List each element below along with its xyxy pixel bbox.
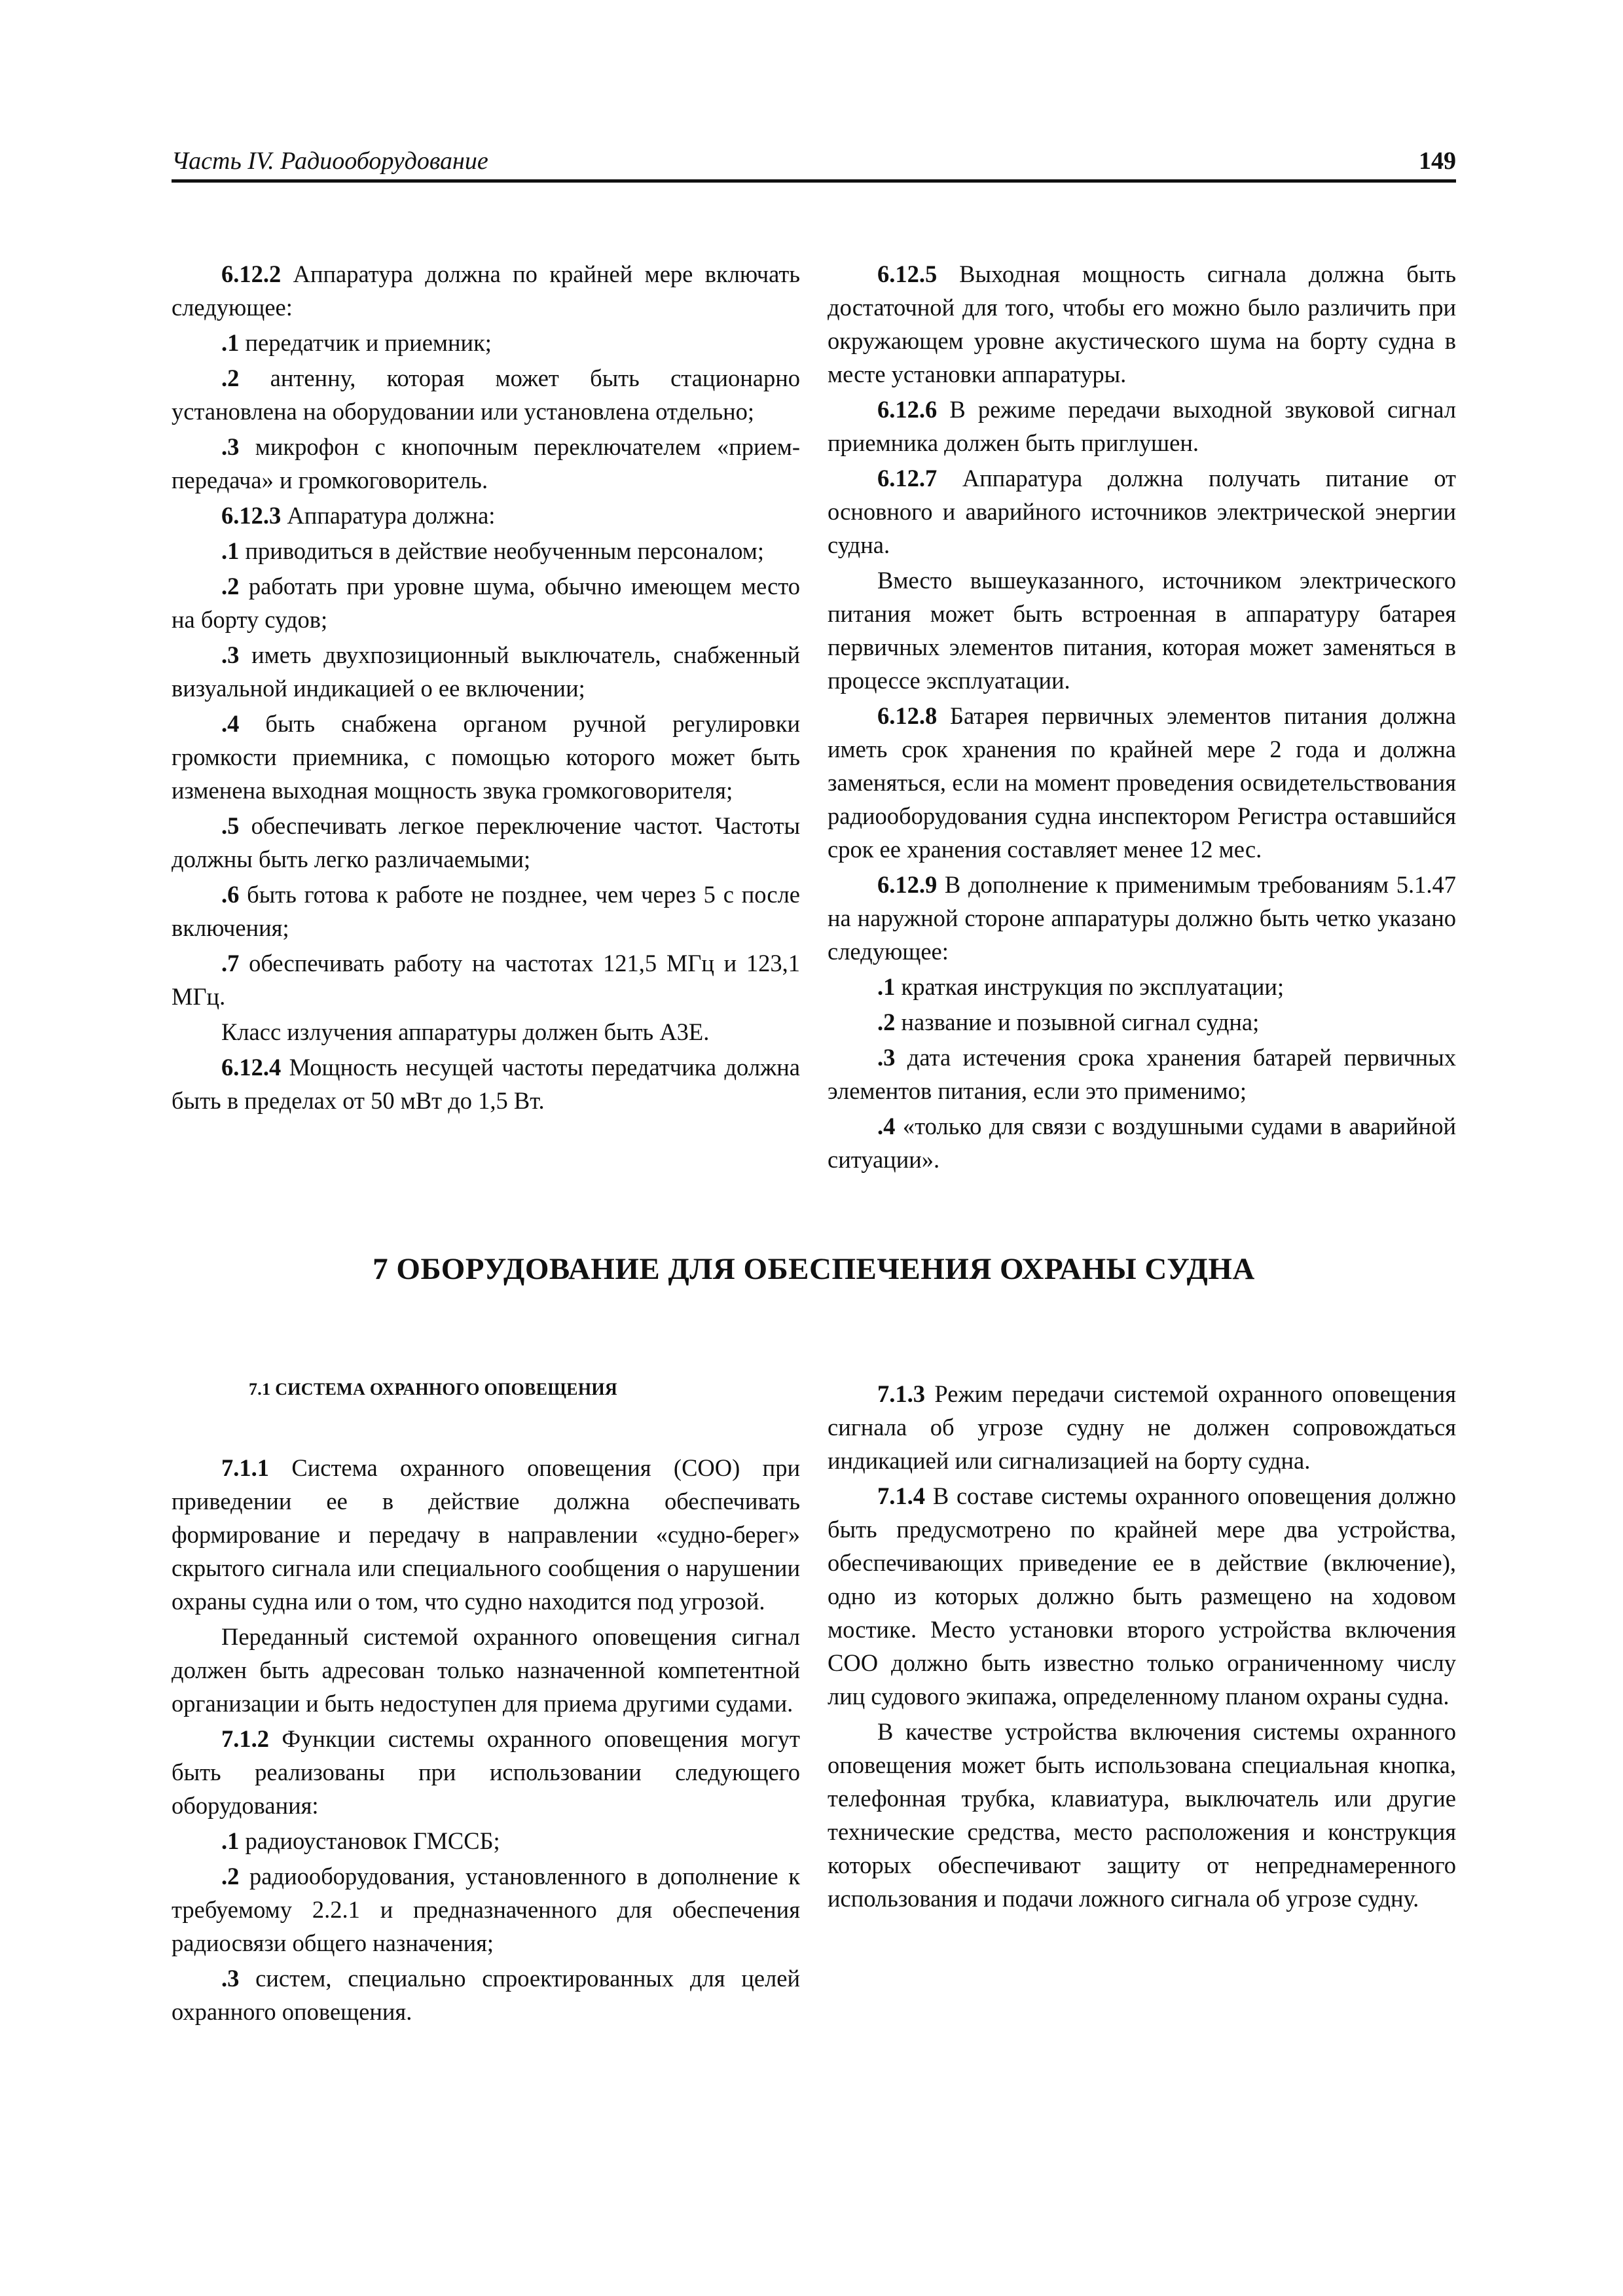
clause-number: 7.1.2 — [221, 1725, 269, 1752]
paragraph-text: дата истечения срока хранения батарей первичных элементов питания, если это применимо; — [828, 1044, 1456, 1104]
clause-number: 6.12.6 — [877, 396, 938, 423]
paragraph-text: работать при уровне шума, обычно имеющем место на борту судов; — [172, 573, 800, 633]
paragraph — [172, 430, 800, 497]
paragraph-text: «только для связи с воздушными судами в аварийной ситуации». — [828, 1113, 1456, 1173]
paragraph — [172, 1451, 800, 1618]
paragraph-text: В дополнение к применимым требованиям 5.1.47 на наружной стороне аппаратуры должно быть четко указано следующее: — [828, 871, 1456, 965]
paragraph — [172, 809, 800, 876]
paragraph-text: передатчик и приемник; — [239, 329, 492, 356]
paragraph — [172, 1722, 800, 1822]
paragraph — [172, 499, 800, 532]
paragraph — [828, 257, 1456, 391]
subsection-title: 7.1 СИСТЕМА ОХРАННОГО ОПОВЕЩЕНИЯ — [249, 1380, 617, 1399]
page-number: 149 — [1419, 147, 1456, 175]
paragraph — [172, 1620, 800, 1720]
clause-number: .3 — [221, 433, 240, 460]
paragraph — [172, 1824, 800, 1857]
paragraph — [828, 1109, 1456, 1176]
clause-number: .1 — [221, 1827, 240, 1854]
clause-number: 6.12.2 — [221, 260, 282, 287]
paragraph-text: радиооборудования, установленного в дополнение к требуемому 2.2.1 и предназначенного для обеспечения радиосвязи общего назначения; — [172, 1863, 800, 1956]
clause-number: .7 — [221, 950, 240, 977]
paragraph-text: В режиме передачи выходной звуковой сигнал приемника должен быть приглушен. — [828, 396, 1456, 456]
right-column-bottom — [828, 1377, 1456, 1915]
paragraph — [828, 868, 1456, 968]
paragraph — [172, 1859, 800, 1960]
paragraph-text: Режим передачи системой охранного оповещения сигнала об угрозе судну не должен сопровождаться индикацией или сигнализацией на борту судна. — [828, 1380, 1456, 1474]
paragraph-text: обеспечивать работу на частотах 121,5 МГц и 123,1 МГц. — [172, 950, 800, 1010]
paragraph — [172, 707, 800, 807]
paragraph — [828, 461, 1456, 562]
clause-number: 7.1.4 — [877, 1482, 925, 1509]
clause-number: 6.12.5 — [877, 260, 938, 287]
paragraph — [172, 569, 800, 636]
paragraph — [828, 1377, 1456, 1477]
paragraph-text: Система охранного оповещения (СОО) при приведении ее в действие должна обеспечивать формирование и передачу в направлении «судно-берег» скрытого сигнала или специального сообщения о нарушении охраны судна или о том, что судно находится под угрозой. — [172, 1454, 800, 1615]
clause-number: 6.12.4 — [221, 1054, 282, 1081]
paragraph-text: краткая инструкция по эксплуатации; — [895, 973, 1285, 1000]
paragraph — [172, 534, 800, 567]
clause-number: .4 — [877, 1113, 896, 1139]
clause-number: 6.12.8 — [877, 702, 938, 729]
clause-number: .4 — [221, 710, 240, 737]
clause-number: 7.1.1 — [221, 1454, 269, 1481]
paragraph-text: Аппаратура должна по крайней мере включать следующее: — [172, 260, 800, 321]
paragraph — [172, 257, 800, 324]
clause-number: .2 — [877, 1009, 896, 1035]
paragraph-text: Функции системы охранного оповещения могут быть реализованы при использовании следующего оборудования: — [172, 1725, 800, 1819]
paragraph — [828, 1479, 1456, 1713]
clause-number: .2 — [221, 573, 240, 600]
paragraph — [172, 326, 800, 359]
clause-number: 7.1.3 — [877, 1380, 925, 1407]
paragraph-text: антенну, которая может быть стационарно установлена на оборудовании или установлена отдельно; — [172, 365, 800, 425]
paragraph-text: Мощность несущей частоты передатчика должна быть в пределах от 50 мВт до 1,5 Вт. — [172, 1054, 800, 1114]
running-title: Часть IV. Радиооборудование — [172, 147, 488, 175]
paragraph-text: быть снабжена органом ручной регулировки громкости приемника, с помощью которого может быть изменена выходная мощность звука громкоговорителя; — [172, 710, 800, 804]
paragraph — [828, 1041, 1456, 1107]
paragraph — [828, 699, 1456, 866]
clause-number: .3 — [221, 1965, 240, 1992]
paragraph-text: приводиться в действие необученным персоналом; — [239, 537, 765, 564]
paragraph — [172, 878, 800, 944]
left-column-top — [172, 257, 800, 1117]
clause-number: .2 — [221, 1863, 240, 1890]
paragraph — [828, 970, 1456, 1003]
paragraph-text: Переданный системой охранного оповещения сигнал должен быть адресован только назначенной компетентной организации и быть недоступен для приема другими судами. — [172, 1623, 800, 1717]
paragraph-text: Вместо вышеуказанного, источником электрического питания может быть встроенная в аппаратуру батарея первичных элементов питания, которая может заменяться в процессе эксплуатации. — [828, 567, 1456, 694]
left-column-bottom — [172, 1451, 800, 2028]
paragraph-text: Батарея первичных элементов питания должна иметь срок хранения по крайней мере 2 года и должна заменяться, если на момент проведения освидетельствования радиооборудования судна инспектором Регистра оставшийся срок ее хранения составляет менее 12 мес. — [828, 702, 1456, 863]
paragraph — [172, 946, 800, 1013]
paragraph-text: Аппаратура должна получать питание от основного и аварийного источников электрической энергии судна. — [828, 465, 1456, 558]
clause-number: .5 — [221, 812, 240, 839]
paragraph — [172, 1050, 800, 1117]
paragraph-text: быть готова к работе не позднее, чем через 5 с после включения; — [172, 881, 800, 941]
clause-number: .2 — [221, 365, 240, 391]
clause-number: .3 — [221, 641, 240, 668]
clause-number: 6.12.3 — [221, 502, 282, 529]
paragraph — [172, 1015, 800, 1049]
paragraph-text: радиоустановок ГМССБ; — [239, 1827, 500, 1854]
paragraph — [828, 393, 1456, 459]
paragraph-text: микрофон с кнопочным переключателем «прием-передача» и громкоговоритель. — [172, 433, 800, 493]
paragraph — [828, 1005, 1456, 1039]
paragraph — [172, 361, 800, 428]
paragraph-text: В качестве устройства включения системы охранного оповещения может быть использована специальная кнопка, телефонная трубка, клавиатура, выключатель или другие технические средства, место расположения и конструкция которых обеспечивают защиту от непреднамеренного использования и подачи ложного сигнала об угрозе судну. — [828, 1718, 1456, 1912]
section-title: 7 ОБОРУДОВАНИЕ ДЛЯ ОБЕСПЕЧЕНИЯ ОХРАНЫ СУДНА — [373, 1252, 1255, 1286]
paragraph-text: Класс излучения аппаратуры должен быть A3E. — [221, 1018, 710, 1045]
paragraph — [172, 1962, 800, 2028]
clause-number: .6 — [221, 881, 240, 908]
paragraph — [828, 1715, 1456, 1915]
clause-number: .1 — [221, 537, 240, 564]
paragraph-text: обеспечивать легкое переключение частот. Частоты должны быть легко различаемыми; — [172, 812, 800, 872]
paragraph-text: название и позывной сигнал судна; — [895, 1009, 1260, 1035]
clause-number: 6.12.7 — [877, 465, 938, 492]
running-header — [172, 145, 1456, 183]
clause-number: .3 — [877, 1044, 896, 1071]
clause-number: .1 — [221, 329, 240, 356]
paragraph-text: систем, специально спроектированных для целей охранного оповещения. — [172, 1965, 800, 2025]
clause-number: .1 — [877, 973, 896, 1000]
paragraph — [828, 564, 1456, 697]
clause-number: 6.12.9 — [877, 871, 938, 898]
paragraph-text: В составе системы охранного оповещения должно быть предусмотрено по крайней мере два устройства, обеспечивающих приведение ее в действие (включение), одно из которых должно быть размещено на ходовом мостике. Место установки второго устройства включения СОО должно быть известно только ограниченному числу лиц судового экипажа, определенному планом охраны судна. — [828, 1482, 1456, 1710]
right-column-top — [828, 257, 1456, 1176]
paragraph-text: Аппаратура должна: — [281, 502, 496, 529]
paragraph — [172, 638, 800, 705]
paragraph-text: иметь двухпозиционный выключатель, снабженный визуальной индикацией о ее включении; — [172, 641, 800, 702]
paragraph-text: Выходная мощность сигнала должна быть достаточной для того, чтобы его можно было различить при окружающем уровне акустического шума на борту судна в месте установки аппаратуры. — [828, 260, 1456, 387]
